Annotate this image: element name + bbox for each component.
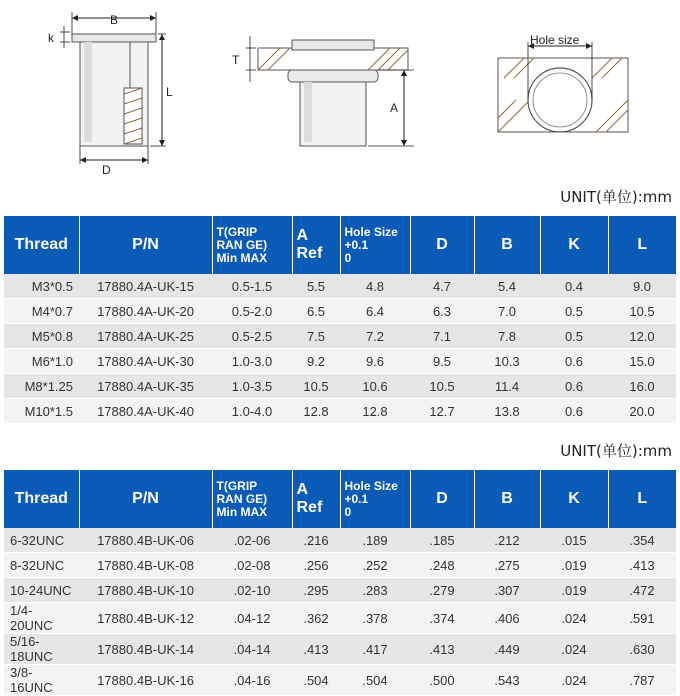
metric-header-row — [4, 216, 676, 274]
table-cell: 7.5 — [292, 324, 340, 349]
table-cell: 17880.4B-UK-06 — [79, 528, 212, 553]
table-cell: 3/8-16UNC — [4, 665, 79, 696]
table-cell: 20.0 — [608, 399, 676, 424]
imperial-table-body — [4, 528, 676, 696]
rivet-nut-dimension-drawing — [40, 8, 180, 178]
table-cell: 16.0 — [608, 374, 676, 399]
dim-label-b: B — [110, 13, 119, 27]
table-cell: 0.6 — [540, 374, 608, 399]
table-cell: 17880.4B-UK-08 — [79, 553, 212, 578]
table-cell: .449 — [474, 634, 540, 665]
header-b: B — [474, 470, 540, 528]
table-cell: .275 — [474, 553, 540, 578]
table-cell: 4.7 — [410, 274, 474, 299]
table-cell: 1.0-3.0 — [212, 349, 292, 374]
table-row — [4, 399, 676, 424]
table-cell: 9.2 — [292, 349, 340, 374]
table-cell: 10-24UNC — [4, 578, 79, 603]
table-cell: .04-14 — [212, 634, 292, 665]
table-cell: 5/16-18UNC — [4, 634, 79, 665]
header-k: K — [540, 216, 608, 274]
table-cell: 17880.4A-UK-35 — [79, 374, 212, 399]
table-cell: .413 — [608, 553, 676, 578]
unit-label-metric: UNIT(单位):mm — [560, 188, 672, 206]
header-l: L — [608, 216, 676, 274]
table-cell: .019 — [540, 553, 608, 578]
header-thread: Thread — [4, 470, 79, 528]
table-cell: 17880.4A-UK-30 — [79, 349, 212, 374]
table-cell: M5*0.8 — [4, 324, 79, 349]
table-cell: 6.3 — [410, 299, 474, 324]
header-a-ref: A Ref — [292, 216, 340, 274]
header-d: D — [410, 470, 474, 528]
header-b: B — [474, 216, 540, 274]
header-hole-size: Hole Size +0.1 0 — [340, 470, 410, 528]
metric-table-body — [4, 274, 676, 424]
table-cell: 1/4-20UNC — [4, 603, 79, 634]
table-cell: M4*0.7 — [4, 299, 79, 324]
table-cell: .279 — [410, 578, 474, 603]
table-cell: 12.7 — [410, 399, 474, 424]
table-row — [4, 374, 676, 399]
table-cell: 0.5-2.0 — [212, 299, 292, 324]
table-cell: 6.4 — [340, 299, 410, 324]
table-cell: 12.0 — [608, 324, 676, 349]
table-cell: 10.6 — [340, 374, 410, 399]
table-cell: 9.5 — [410, 349, 474, 374]
table-cell: .354 — [608, 528, 676, 553]
hole-size-drawing — [486, 28, 636, 148]
table-cell: .02-10 — [212, 578, 292, 603]
table-cell: .406 — [474, 603, 540, 634]
table-cell: 7.2 — [340, 324, 410, 349]
table-cell: .307 — [474, 578, 540, 603]
table-cell: .02-08 — [212, 553, 292, 578]
table-row — [4, 299, 676, 324]
table-cell: .362 — [292, 603, 340, 634]
table-cell: .04-12 — [212, 603, 292, 634]
table-cell: .212 — [474, 528, 540, 553]
table-cell: 17880.4B-UK-12 — [79, 603, 212, 634]
table-cell: 6-32UNC — [4, 528, 79, 553]
table-cell: 0.5-1.5 — [212, 274, 292, 299]
dim-label-t: T — [232, 53, 240, 67]
table-cell: .591 — [608, 603, 676, 634]
table-cell: 12.8 — [340, 399, 410, 424]
table-row — [4, 634, 676, 665]
table-cell: .02-06 — [212, 528, 292, 553]
table-cell: .185 — [410, 528, 474, 553]
table-cell: 12.8 — [292, 399, 340, 424]
table-cell: .024 — [540, 665, 608, 696]
dim-label-d: D — [102, 163, 111, 177]
table-row — [4, 274, 676, 299]
header-thread: Thread — [4, 216, 79, 274]
table-cell: 11.4 — [474, 374, 540, 399]
header-pn: P/N — [79, 470, 212, 528]
table-cell: M6*1.0 — [4, 349, 79, 374]
installed-section-drawing — [228, 30, 418, 160]
table-cell: .413 — [410, 634, 474, 665]
table-cell: .787 — [608, 665, 676, 696]
table-cell: .500 — [410, 665, 474, 696]
table-cell: 10.5 — [292, 374, 340, 399]
table-cell: M3*0.5 — [4, 274, 79, 299]
table-row — [4, 665, 676, 696]
table-row — [4, 528, 676, 553]
table-cell: 13.8 — [474, 399, 540, 424]
table-cell: 7.1 — [410, 324, 474, 349]
table-cell: .378 — [340, 603, 410, 634]
table-cell: M8*1.25 — [4, 374, 79, 399]
metric-spec-table — [4, 216, 676, 424]
table-cell: 7.0 — [474, 299, 540, 324]
table-cell: 17880.4B-UK-10 — [79, 578, 212, 603]
table-cell: 1.0-4.0 — [212, 399, 292, 424]
table-cell: 17880.4A-UK-40 — [79, 399, 212, 424]
table-cell: 0.5 — [540, 324, 608, 349]
dim-label-k: k — [48, 31, 54, 45]
table-cell: .252 — [340, 553, 410, 578]
header-l: L — [608, 470, 676, 528]
table-cell: .472 — [608, 578, 676, 603]
table-cell: .283 — [340, 578, 410, 603]
table-cell: 17880.4A-UK-15 — [79, 274, 212, 299]
header-t-grip: T(GRIP RAN GE) Min MAX — [212, 470, 292, 528]
table-cell: .015 — [540, 528, 608, 553]
table-cell: .019 — [540, 578, 608, 603]
table-cell: 1.0-3.5 — [212, 374, 292, 399]
table-cell: .04-16 — [212, 665, 292, 696]
header-k: K — [540, 470, 608, 528]
table-row — [4, 553, 676, 578]
table-cell: .417 — [340, 634, 410, 665]
unit-label-imperial: UNIT(单位):mm — [560, 442, 672, 460]
table-cell: 9.0 — [608, 274, 676, 299]
table-cell: .295 — [292, 578, 340, 603]
table-cell: 17880.4A-UK-25 — [79, 324, 212, 349]
table-cell: 7.8 — [474, 324, 540, 349]
header-d: D — [410, 216, 474, 274]
table-cell: 5.4 — [474, 274, 540, 299]
table-cell: .374 — [410, 603, 474, 634]
table-row — [4, 349, 676, 374]
table-cell: 10.5 — [410, 374, 474, 399]
table-cell: .504 — [292, 665, 340, 696]
imperial-spec-table — [4, 470, 676, 696]
imperial-header-row — [4, 470, 676, 528]
table-cell: 0.5 — [540, 299, 608, 324]
table-cell: .024 — [540, 634, 608, 665]
table-cell: 15.0 — [608, 349, 676, 374]
table-cell: 6.5 — [292, 299, 340, 324]
table-cell: 4.8 — [340, 274, 410, 299]
table-cell: 0.4 — [540, 274, 608, 299]
header-t-grip: T(GRIP RAN GE) Min MAX — [212, 216, 292, 274]
table-cell: .216 — [292, 528, 340, 553]
table-cell: 8-32UNC — [4, 553, 79, 578]
header-hole-size: Hole Size +0.1 0 — [340, 216, 410, 274]
table-row — [4, 324, 676, 349]
table-cell: 0.5-2.5 — [212, 324, 292, 349]
header-pn: P/N — [79, 216, 212, 274]
table-cell: .413 — [292, 634, 340, 665]
table-cell: 10.3 — [474, 349, 540, 374]
table-row — [4, 578, 676, 603]
table-cell: .630 — [608, 634, 676, 665]
dim-label-a: A — [390, 101, 399, 115]
table-cell: 0.6 — [540, 399, 608, 424]
table-cell: .189 — [340, 528, 410, 553]
dim-label-l: L — [166, 85, 173, 99]
table-cell: 10.5 — [608, 299, 676, 324]
table-cell: .543 — [474, 665, 540, 696]
table-cell: M10*1.5 — [4, 399, 79, 424]
table-cell: 17880.4B-UK-14 — [79, 634, 212, 665]
table-row — [4, 603, 676, 634]
table-cell: .256 — [292, 553, 340, 578]
table-cell: 5.5 — [292, 274, 340, 299]
dim-label-hole-size: Hole size — [530, 33, 580, 47]
table-cell: .024 — [540, 603, 608, 634]
table-cell: 9.6 — [340, 349, 410, 374]
table-cell: 17880.4A-UK-20 — [79, 299, 212, 324]
table-cell: 17880.4B-UK-16 — [79, 665, 212, 696]
table-cell: 0.6 — [540, 349, 608, 374]
header-a-ref: A Ref — [292, 470, 340, 528]
table-cell: .248 — [410, 553, 474, 578]
table-cell: .504 — [340, 665, 410, 696]
